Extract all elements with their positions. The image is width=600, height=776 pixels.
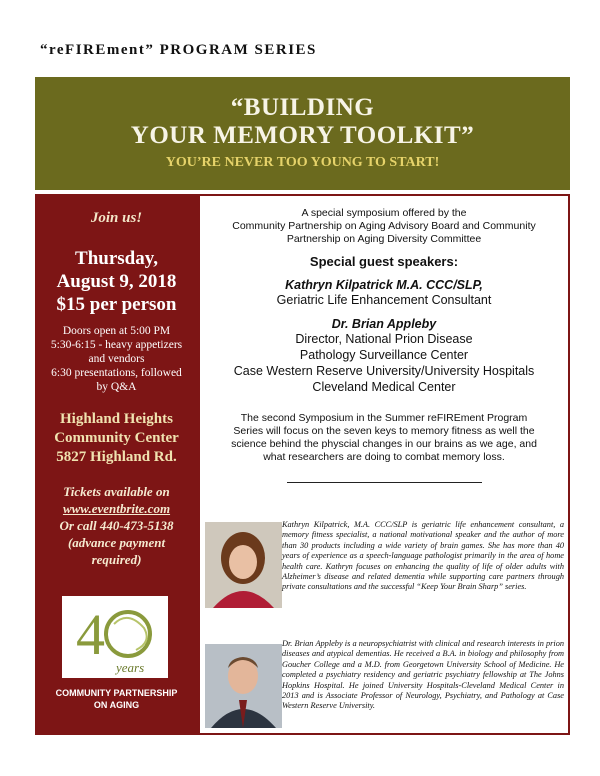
appleby-portrait-image	[205, 644, 282, 728]
venue-line: 5827 Highland Rd.	[56, 449, 177, 465]
role-line: Director, National Prion Disease	[295, 332, 473, 346]
logo-four: 4	[76, 602, 105, 667]
divider	[287, 482, 482, 483]
eventbrite-link[interactable]: www.eventbrite.com	[62, 501, 171, 516]
join-us-text: Join us!	[90, 210, 143, 226]
cpa-40-years-logo	[62, 596, 168, 678]
role-line: Case Western Reserve University/University Hospitals	[233, 364, 535, 378]
appleby-photo	[205, 644, 282, 728]
organization-name	[35, 687, 198, 711]
org-line: ON AGING	[93, 700, 140, 710]
tickets-line: Tickets available on	[63, 484, 170, 499]
event-day: Thursday,	[75, 248, 158, 269]
role-line: Cleveland Medical Center	[312, 380, 456, 394]
logo-swirl	[114, 618, 147, 650]
intro-line: Partnership on Aging Diversity Committee	[286, 233, 482, 245]
org-line: COMMUNITY PARTNERSHIP	[55, 688, 178, 698]
schedule-line: 6:30 presentations, followed	[51, 367, 182, 379]
tickets-line: (advance payment	[67, 535, 166, 550]
schedule-line: 5:30-6:15 - heavy appetizers	[50, 339, 183, 351]
role-line: Pathology Surveillance Center	[299, 348, 469, 362]
appleby-bio: Dr. Brian Appleby is a neuropsychiatrist with clinical and research interests in prion diseases and atypical dementias. He received a B.A. in biology and philosophy from Goucher College and a M.D. from Georgetown University School of Medicine. He completed a psychiatry residency and geriatric psychiatry fellowship at The Johns Hopkins Hospital. He joined University Hospitals-Cleveland Medical Center in 2013 and is Associate Professor of Neurology, Psychiatry, and Pathology at Case Western Reserve University.	[282, 639, 564, 711]
speaker-1-name: Kathryn Kilpatrick M.A. CCC/SLP,	[285, 278, 483, 292]
intro-line: A special symposium offered by the	[301, 207, 467, 219]
speaker-2-roles	[200, 331, 568, 395]
logo-graphic	[62, 596, 168, 678]
title-line-2: YOUR MEMORY TOOLKIT”	[130, 122, 475, 149]
program-description	[200, 412, 568, 464]
description-line: The second Symposium in the Summer reFIREment Program	[240, 412, 528, 424]
title-banner	[35, 77, 570, 190]
speaker-1-role: Geriatric Life Enhancement Consultant	[276, 293, 492, 307]
description-line: science behind the physcial changes in our brains as we age, and	[231, 438, 537, 450]
tickets-info	[35, 483, 198, 568]
logo-years-text: years	[116, 660, 145, 675]
schedule-line: by Q&A	[96, 381, 137, 393]
venue-line: Highland Heights	[60, 411, 173, 427]
intro	[200, 207, 568, 246]
event-price: $15 per person	[56, 294, 177, 315]
speakers-heading: Special guest speakers:	[309, 254, 459, 269]
schedule-line: and vendors	[88, 353, 145, 365]
tickets-line: required)	[91, 552, 142, 567]
title-line-1: “BUILDING	[230, 94, 375, 121]
speaker-2-name: Dr. Brian Appleby	[331, 317, 437, 331]
description-line: Series will focus on the seven keys to memory fitness as well the	[233, 425, 535, 437]
event-sidebar	[35, 194, 198, 735]
kilpatrick-portrait-image	[205, 522, 282, 608]
venue-line: Community Center	[54, 430, 179, 446]
series-title: “reFIREment” PROGRAM SERIES	[40, 42, 317, 58]
venue	[35, 410, 198, 467]
kilpatrick-bio: Kathryn Kilpatrick, M.A. CCC/SLP is geriatric life enhancement consultant, a memory fitness specialist, a national motivational speaker and the author of more than 30 products including a wide variety of brain games. She has more than 40 years of experience as a speech-language pathologist primarily in the area of home health care. Kathryn focuses on enhancing the quality of life of older adults with Alzheimer’s disease and related dementia while supporting care partners through private consultations and the successful “Keep Your Brain Sharp” series.	[282, 520, 564, 592]
intro-line: Community Partnership on Aging Advisory Board and Community	[232, 220, 536, 232]
event-date: August 9, 2018	[56, 271, 177, 292]
details-panel	[198, 194, 570, 735]
schedule-line: Doors open at 5:00 PM	[62, 325, 171, 337]
title-subtitle: YOU’RE NEVER TOO YOUNG TO START!	[165, 155, 440, 170]
tickets-phone: Or call 440-473-5138	[59, 518, 174, 533]
schedule	[35, 324, 198, 394]
description-line: what researchers are doing to combat memory loss.	[263, 451, 505, 463]
kilpatrick-photo	[205, 522, 282, 608]
